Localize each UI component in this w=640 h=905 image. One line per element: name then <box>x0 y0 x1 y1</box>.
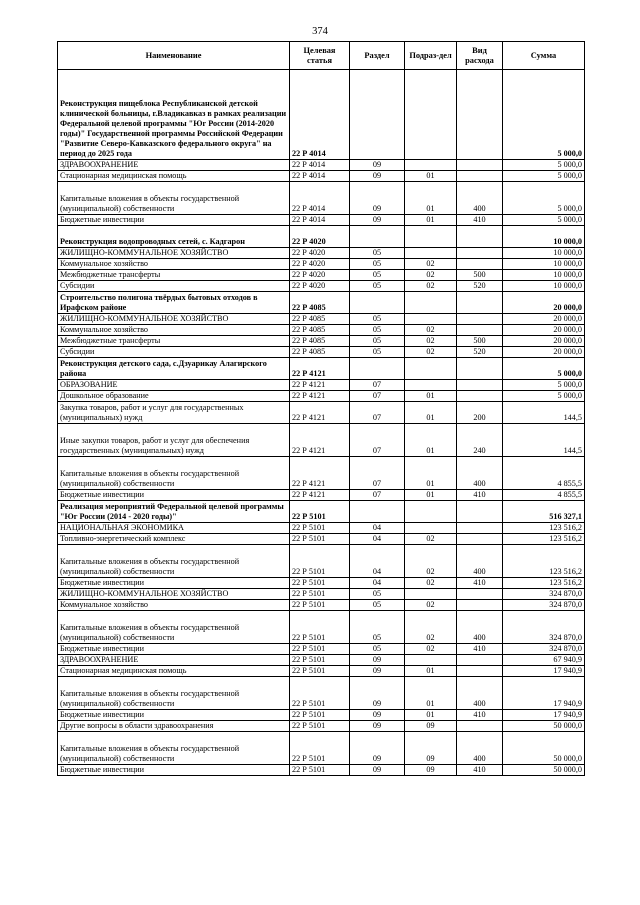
row-name: Капитальные вложения в объекты государственной (муниципальной) собственности <box>58 677 290 710</box>
row-amount: 123 516,2 <box>503 534 585 545</box>
row-amount: 20 000,0 <box>503 292 585 314</box>
row-section: 04 <box>350 545 405 578</box>
table-row <box>58 644 585 655</box>
row-section: 05 <box>350 336 405 347</box>
table-row <box>58 215 585 226</box>
row-amount: 10 000,0 <box>503 248 585 259</box>
row-section: 05 <box>350 644 405 655</box>
row-subsection: 09 <box>405 732 457 765</box>
row-amount: 20 000,0 <box>503 347 585 358</box>
row-section: 07 <box>350 424 405 457</box>
row-subsection: 01 <box>405 710 457 721</box>
row-section: 05 <box>350 325 405 336</box>
row-subsection: 02 <box>405 325 457 336</box>
row-expense-type: 240 <box>457 424 503 457</box>
row-target: 22 Р 5101 <box>290 666 350 677</box>
row-expense-type: 400 <box>457 457 503 490</box>
row-expense-type: 400 <box>457 611 503 644</box>
row-amount: 324 870,0 <box>503 589 585 600</box>
row-name: ЖИЛИЩНО-КОММУНАЛЬНОЕ ХОЗЯЙСТВО <box>58 248 290 259</box>
row-amount: 5 000,0 <box>503 70 585 160</box>
row-section <box>350 226 405 248</box>
row-section: 09 <box>350 710 405 721</box>
row-name: Топливно-энергетический комплекс <box>58 534 290 545</box>
header-target: Целевая статья <box>290 42 350 70</box>
row-amount: 5 000,0 <box>503 391 585 402</box>
row-expense-type <box>457 391 503 402</box>
row-expense-type: 400 <box>457 677 503 710</box>
table-row <box>58 160 585 171</box>
header-row <box>58 42 585 70</box>
table-row <box>58 358 585 380</box>
row-amount: 324 870,0 <box>503 611 585 644</box>
table-body <box>58 70 585 776</box>
row-name: ЗДРАВООХРАНЕНИЕ <box>58 655 290 666</box>
row-target: 22 Р 4014 <box>290 182 350 215</box>
row-target: 22 Р 4085 <box>290 292 350 314</box>
row-amount: 5 000,0 <box>503 215 585 226</box>
row-amount: 324 870,0 <box>503 644 585 655</box>
row-target: 22 Р 5101 <box>290 534 350 545</box>
row-expense-type: 410 <box>457 765 503 776</box>
table-row <box>58 325 585 336</box>
table-row <box>58 501 585 523</box>
row-name: Межбюджетные трансферты <box>58 270 290 281</box>
row-expense-type: 200 <box>457 402 503 424</box>
table-row <box>58 248 585 259</box>
table-row <box>58 578 585 589</box>
row-section <box>350 292 405 314</box>
row-amount: 5 000,0 <box>503 171 585 182</box>
row-target: 22 Р 4085 <box>290 347 350 358</box>
table-row <box>58 710 585 721</box>
row-subsection <box>405 314 457 325</box>
row-section: 05 <box>350 248 405 259</box>
row-expense-type <box>457 292 503 314</box>
row-subsection: 02 <box>405 534 457 545</box>
row-target: 22 Р 5101 <box>290 501 350 523</box>
row-target: 22 Р 5101 <box>290 765 350 776</box>
row-subsection <box>405 589 457 600</box>
table-row <box>58 171 585 182</box>
row-amount: 123 516,2 <box>503 578 585 589</box>
row-amount: 4 855,5 <box>503 457 585 490</box>
row-name: Бюджетные инвестиции <box>58 490 290 501</box>
row-target: 22 Р 5101 <box>290 655 350 666</box>
row-subsection: 02 <box>405 600 457 611</box>
row-target: 22 Р 5101 <box>290 545 350 578</box>
row-expense-type <box>457 380 503 391</box>
row-subsection <box>405 248 457 259</box>
row-subsection: 01 <box>405 457 457 490</box>
row-section: 07 <box>350 490 405 501</box>
row-name: Другие вопросы в области здравоохранения <box>58 721 290 732</box>
row-subsection <box>405 358 457 380</box>
row-expense-type <box>457 314 503 325</box>
table-row <box>58 611 585 644</box>
row-section <box>350 501 405 523</box>
row-expense-type <box>457 325 503 336</box>
row-expense-type <box>457 589 503 600</box>
row-amount: 17 940,9 <box>503 677 585 710</box>
table-row <box>58 655 585 666</box>
row-name: Реконструкция детского сада, с.Дзуарикау Алагирского района <box>58 358 290 380</box>
row-amount: 20 000,0 <box>503 336 585 347</box>
row-amount: 123 516,2 <box>503 545 585 578</box>
row-amount: 67 940,9 <box>503 655 585 666</box>
row-expense-type: 400 <box>457 545 503 578</box>
row-name: Бюджетные инвестиции <box>58 644 290 655</box>
row-name: Коммунальное хозяйство <box>58 259 290 270</box>
row-name: Бюджетные инвестиции <box>58 215 290 226</box>
row-name: Реконструкция пищеблока Республиканской детской клинической больницы, г.Владикавказ в рамках реализации Федеральной целевой программы "Юг России (2014-2020 годы)" Государственной программы Российской Федерации "Развитие Северо-Кавказского федерального округа" на период до 2025 года <box>58 70 290 160</box>
row-section: 09 <box>350 655 405 666</box>
row-amount: 5 000,0 <box>503 160 585 171</box>
row-expense-type: 500 <box>457 336 503 347</box>
row-name: Субсидии <box>58 347 290 358</box>
row-target: 22 Р 5101 <box>290 611 350 644</box>
table-row <box>58 490 585 501</box>
row-target: 22 Р 4020 <box>290 281 350 292</box>
budget-table <box>57 41 585 776</box>
row-name: Капитальные вложения в объекты государственной (муниципальной) собственности <box>58 611 290 644</box>
row-expense-type <box>457 666 503 677</box>
row-amount: 516 327,1 <box>503 501 585 523</box>
row-target: 22 Р 4121 <box>290 380 350 391</box>
table-row <box>58 402 585 424</box>
row-name: Реализация мероприятий Федеральной целевой программы "Юг России (2014 - 2020 годы)" <box>58 501 290 523</box>
row-expense-type <box>457 70 503 160</box>
row-target: 22 Р 4020 <box>290 270 350 281</box>
table-row <box>58 336 585 347</box>
row-subsection: 01 <box>405 490 457 501</box>
row-subsection <box>405 292 457 314</box>
row-subsection: 01 <box>405 402 457 424</box>
row-amount: 10 000,0 <box>503 270 585 281</box>
row-expense-type <box>457 226 503 248</box>
row-target: 22 Р 5101 <box>290 589 350 600</box>
row-subsection: 01 <box>405 677 457 710</box>
row-target: 22 Р 5101 <box>290 578 350 589</box>
row-expense-type: 520 <box>457 281 503 292</box>
row-target: 22 Р 4121 <box>290 424 350 457</box>
row-name: Закупка товаров, работ и услуг для государственных (муниципальных) нужд <box>58 402 290 424</box>
table-row <box>58 600 585 611</box>
row-amount: 5 000,0 <box>503 380 585 391</box>
row-amount: 123 516,2 <box>503 523 585 534</box>
row-section: 09 <box>350 182 405 215</box>
header-amount: Сумма <box>503 42 585 70</box>
row-target: 22 Р 4014 <box>290 215 350 226</box>
row-subsection: 02 <box>405 578 457 589</box>
table-row <box>58 666 585 677</box>
table-row <box>58 314 585 325</box>
row-section: 09 <box>350 732 405 765</box>
row-section: 05 <box>350 314 405 325</box>
row-target: 22 Р 4121 <box>290 391 350 402</box>
header-subsection: Подраз-дел <box>405 42 457 70</box>
row-subsection: 01 <box>405 182 457 215</box>
row-subsection: 01 <box>405 666 457 677</box>
table-row <box>58 270 585 281</box>
row-section: 07 <box>350 402 405 424</box>
row-section: 05 <box>350 611 405 644</box>
row-subsection: 09 <box>405 765 457 776</box>
row-name: Коммунальное хозяйство <box>58 600 290 611</box>
row-amount: 50 000,0 <box>503 765 585 776</box>
row-expense-type <box>457 171 503 182</box>
row-amount: 10 000,0 <box>503 259 585 270</box>
row-expense-type <box>457 358 503 380</box>
header-name: Наименование <box>58 42 290 70</box>
row-section: 04 <box>350 578 405 589</box>
row-name: ЖИЛИЩНО-КОММУНАЛЬНОЕ ХОЗЯЙСТВО <box>58 589 290 600</box>
row-target: 22 Р 5101 <box>290 710 350 721</box>
row-subsection: 02 <box>405 545 457 578</box>
row-expense-type <box>457 248 503 259</box>
table-row <box>58 391 585 402</box>
row-amount: 5 000,0 <box>503 182 585 215</box>
row-subsection: 09 <box>405 721 457 732</box>
table-row <box>58 380 585 391</box>
row-section: 05 <box>350 600 405 611</box>
row-expense-type: 410 <box>457 490 503 501</box>
table-row <box>58 534 585 545</box>
row-subsection <box>405 523 457 534</box>
table-row <box>58 457 585 490</box>
row-section: 05 <box>350 281 405 292</box>
row-subsection: 01 <box>405 391 457 402</box>
row-target: 22 Р 4121 <box>290 358 350 380</box>
row-name: ОБРАЗОВАНИЕ <box>58 380 290 391</box>
row-name: Стационарная медицинская помощь <box>58 666 290 677</box>
row-name: Иные закупки товаров, работ и услуг для обеспечения государственных (муниципальных) нужд <box>58 424 290 457</box>
row-subsection <box>405 380 457 391</box>
table-row <box>58 226 585 248</box>
row-expense-type: 500 <box>457 270 503 281</box>
row-amount: 50 000,0 <box>503 732 585 765</box>
row-target: 22 Р 4014 <box>290 171 350 182</box>
row-expense-type: 520 <box>457 347 503 358</box>
row-target: 22 Р 4020 <box>290 248 350 259</box>
row-section: 09 <box>350 215 405 226</box>
row-expense-type <box>457 655 503 666</box>
row-name: Стационарная медицинская помощь <box>58 171 290 182</box>
row-amount: 20 000,0 <box>503 325 585 336</box>
header-section: Раздел <box>350 42 405 70</box>
row-section: 09 <box>350 160 405 171</box>
table-row <box>58 545 585 578</box>
row-target: 22 Р 4085 <box>290 336 350 347</box>
row-section: 07 <box>350 457 405 490</box>
table-row <box>58 677 585 710</box>
row-subsection: 01 <box>405 215 457 226</box>
table-row <box>58 70 585 160</box>
row-subsection: 02 <box>405 281 457 292</box>
row-section: 04 <box>350 534 405 545</box>
row-target: 22 Р 4020 <box>290 259 350 270</box>
row-target: 22 Р 4121 <box>290 402 350 424</box>
table-row <box>58 182 585 215</box>
row-expense-type <box>457 259 503 270</box>
row-expense-type <box>457 721 503 732</box>
row-target: 22 Р 4020 <box>290 226 350 248</box>
row-subsection: 02 <box>405 259 457 270</box>
row-name: Межбюджетные трансферты <box>58 336 290 347</box>
row-expense-type: 410 <box>457 644 503 655</box>
row-section: 07 <box>350 380 405 391</box>
row-amount: 10 000,0 <box>503 281 585 292</box>
row-subsection: 02 <box>405 336 457 347</box>
row-section: 05 <box>350 589 405 600</box>
page-number: 374 <box>312 26 328 37</box>
table-row <box>58 589 585 600</box>
row-expense-type <box>457 501 503 523</box>
row-name: Капитальные вложения в объекты государственной (муниципальной) собственности <box>58 182 290 215</box>
row-name: НАЦИОНАЛЬНАЯ ЭКОНОМИКА <box>58 523 290 534</box>
row-target: 22 Р 5101 <box>290 677 350 710</box>
row-target: 22 Р 5101 <box>290 732 350 765</box>
table-row <box>58 259 585 270</box>
row-target: 22 Р 5101 <box>290 523 350 534</box>
row-target: 22 Р 4085 <box>290 325 350 336</box>
row-subsection <box>405 160 457 171</box>
table-row <box>58 347 585 358</box>
row-section: 05 <box>350 270 405 281</box>
row-section <box>350 70 405 160</box>
row-section: 09 <box>350 666 405 677</box>
header-expense-type: Вид расхода <box>457 42 503 70</box>
row-subsection <box>405 70 457 160</box>
row-expense-type: 410 <box>457 710 503 721</box>
row-target: 22 Р 4014 <box>290 70 350 160</box>
row-expense-type: 400 <box>457 182 503 215</box>
row-subsection: 02 <box>405 611 457 644</box>
row-section: 09 <box>350 677 405 710</box>
table-row <box>58 765 585 776</box>
row-amount: 10 000,0 <box>503 226 585 248</box>
row-target: 22 Р 5101 <box>290 600 350 611</box>
row-name: ЖИЛИЩНО-КОММУНАЛЬНОЕ ХОЗЯЙСТВО <box>58 314 290 325</box>
row-name: Капитальные вложения в объекты государственной (муниципальной) собственности <box>58 545 290 578</box>
row-name: Субсидии <box>58 281 290 292</box>
row-target: 22 Р 4121 <box>290 457 350 490</box>
row-amount: 50 000,0 <box>503 721 585 732</box>
row-amount: 17 940,9 <box>503 666 585 677</box>
row-amount: 324 870,0 <box>503 600 585 611</box>
row-amount: 4 855,5 <box>503 490 585 501</box>
row-expense-type: 410 <box>457 215 503 226</box>
row-target: 22 Р 4121 <box>290 490 350 501</box>
row-name: Коммунальное хозяйство <box>58 325 290 336</box>
row-subsection <box>405 655 457 666</box>
row-section: 09 <box>350 765 405 776</box>
row-target: 22 Р 5101 <box>290 644 350 655</box>
row-section: 05 <box>350 347 405 358</box>
row-name: Бюджетные инвестиции <box>58 578 290 589</box>
table-row <box>58 281 585 292</box>
row-section: 09 <box>350 721 405 732</box>
row-amount: 144,5 <box>503 424 585 457</box>
row-amount: 144,5 <box>503 402 585 424</box>
row-section: 07 <box>350 391 405 402</box>
row-subsection: 01 <box>405 171 457 182</box>
row-target: 22 Р 4014 <box>290 160 350 171</box>
row-expense-type: 400 <box>457 732 503 765</box>
row-section <box>350 358 405 380</box>
row-name: ЗДРАВООХРАНЕНИЕ <box>58 160 290 171</box>
table-row <box>58 732 585 765</box>
row-amount: 20 000,0 <box>503 314 585 325</box>
row-subsection: 02 <box>405 270 457 281</box>
row-name: Дошкольное образование <box>58 391 290 402</box>
row-subsection <box>405 501 457 523</box>
row-expense-type <box>457 600 503 611</box>
row-expense-type <box>457 534 503 545</box>
row-section: 09 <box>350 171 405 182</box>
table-row <box>58 424 585 457</box>
table-row <box>58 292 585 314</box>
row-name: Бюджетные инвестиции <box>58 765 290 776</box>
row-amount: 17 940,9 <box>503 710 585 721</box>
table-row <box>58 523 585 534</box>
table-row <box>58 721 585 732</box>
row-name: Реконструкция водопроводных сетей, с. Кадгарон <box>58 226 290 248</box>
row-name: Строительство полигона твёрдых бытовых отходов в Ирафском районе <box>58 292 290 314</box>
row-name: Капитальные вложения в объекты государственной (муниципальной) собственности <box>58 732 290 765</box>
row-expense-type: 410 <box>457 578 503 589</box>
row-name: Капитальные вложения в объекты государственной (муниципальной) собственности <box>58 457 290 490</box>
row-target: 22 Р 5101 <box>290 721 350 732</box>
row-subsection <box>405 226 457 248</box>
row-subsection: 02 <box>405 644 457 655</box>
row-name: Бюджетные инвестиции <box>58 710 290 721</box>
row-subsection: 01 <box>405 424 457 457</box>
row-subsection: 02 <box>405 347 457 358</box>
row-expense-type <box>457 523 503 534</box>
row-section: 04 <box>350 523 405 534</box>
row-amount: 5 000,0 <box>503 358 585 380</box>
row-target: 22 Р 4085 <box>290 314 350 325</box>
row-section: 05 <box>350 259 405 270</box>
row-expense-type <box>457 160 503 171</box>
